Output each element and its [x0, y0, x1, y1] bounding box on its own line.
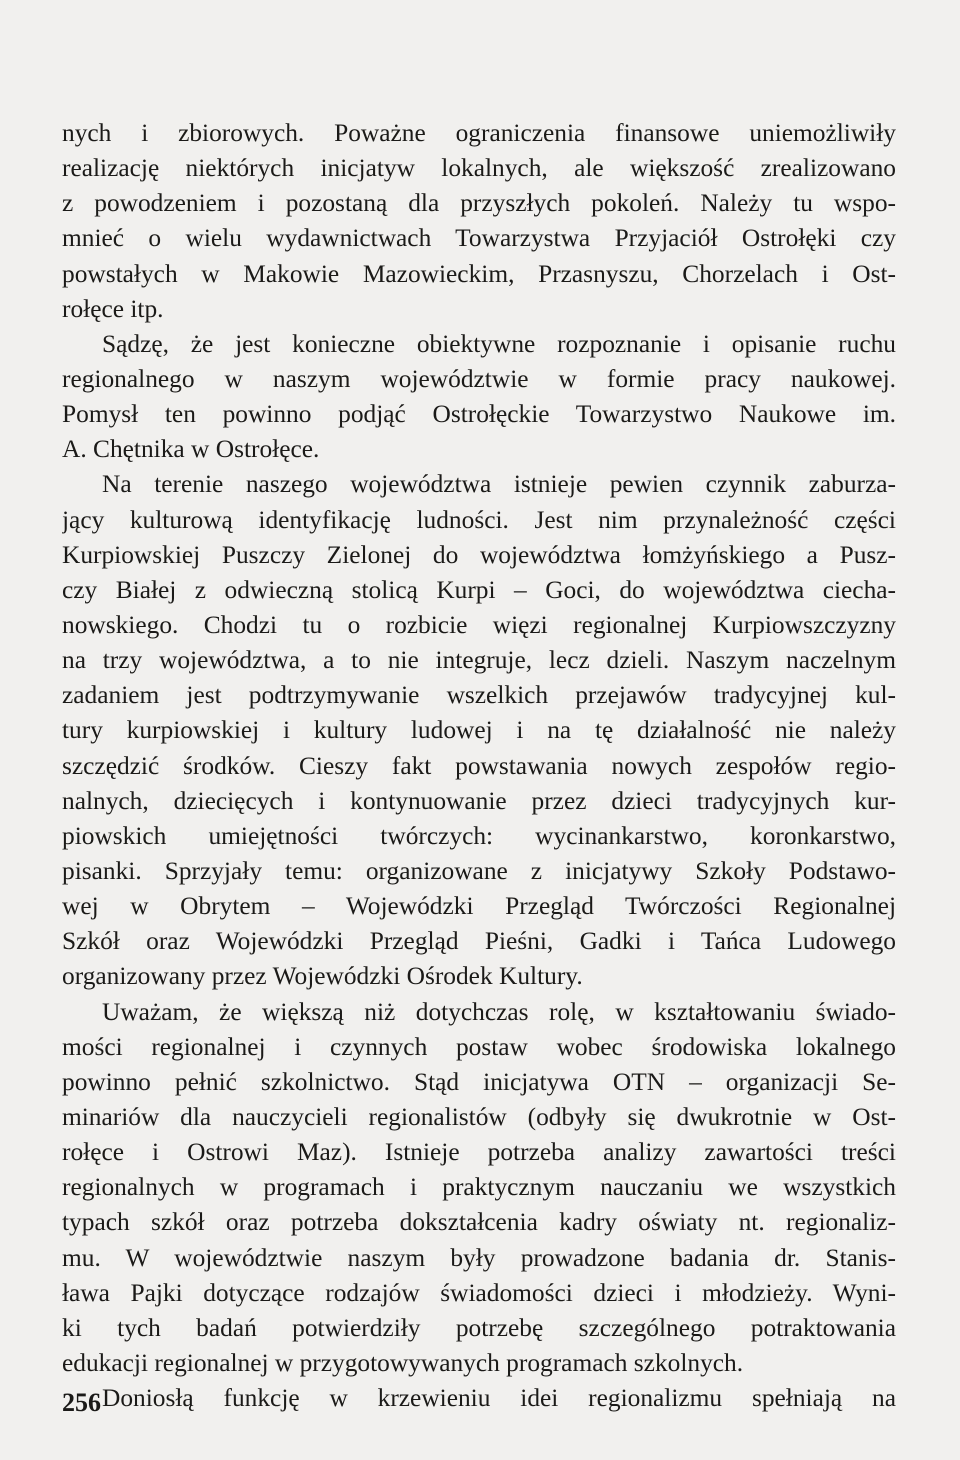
paragraph [62, 467, 896, 994]
text-line: piowskich umiejętności twórczych: wycinankarstwo, koronkarstwo, [62, 821, 896, 850]
text-line: minariów dla nauczycieli regionalistów (odbyły się dwukrotnie w Ost- [62, 1102, 896, 1131]
text-line: organizowany przez Wojewódzki Ośrodek Kultury. [62, 962, 583, 991]
text-line: mnieć o wielu wydawnictwach Towarzystwa Przyjaciół Ostrołęki czy [62, 224, 896, 253]
text-line: rołęce i Ostrowi Maz). Istnieje potrzeba analizy zawartości treści [62, 1138, 896, 1167]
text-line: regionalnego w naszym województwie w formie pracy naukowej. [62, 364, 896, 393]
text-line: Pomysł ten powinno podjąć Ostrołęckie Towarzystwo Naukowe im. [62, 400, 896, 429]
paragraph-continuation [62, 116, 896, 327]
text-line: Uważam, że większą niż dotychczas rolę, w kształtowaniu świado- [102, 997, 896, 1026]
text-line: typach szkół oraz potrzeba dokształcenia kadry oświaty nt. regionaliz- [62, 1208, 896, 1237]
text-line: ława Pajki dotyczące rodzajów świadomości dzieci i młodzieży. Wyni- [62, 1278, 896, 1307]
text-line: na trzy województwa, a to nie integruje, lecz dzieli. Naszym naczelnym [62, 646, 896, 675]
text-line: Doniosłą funkcję w krzewieniu idei regionalizmu spełniają na [102, 1384, 896, 1413]
text-line: rołęce itp. [62, 294, 164, 323]
text-line: edukacji regionalnej w przygotowywanych programach szkolnych. [62, 1348, 744, 1377]
text-line: zadaniem jest podtrzymywanie wszelkich przejawów tradycyjnej kul- [62, 681, 896, 710]
text-line: Sądzę, że jest konieczne obiektywne rozpoznanie i opisanie ruchu [102, 329, 896, 358]
text-line: powstałych w Makowie Mazowieckim, Przasnyszu, Chorzelach i Ost- [62, 259, 896, 288]
text-line: nalnych, dziecięcych i kontynuowanie przez dzieci tradycyjnych kur- [62, 786, 896, 815]
text-line: tury kurpiowskiej i kultury ludowej i na tę działalność nie należy [62, 716, 896, 745]
text-line: nych i zbiorowych. Poważne ograniczenia finansowe uniemożliwiły [62, 119, 896, 147]
text-line: mości regionalnej i czynnych postaw wobec środowiska lokalnego [62, 1032, 896, 1061]
text-line: czy Białej z odwieczną stolicą Kurpi – Goci, do województwa ciecha- [62, 575, 896, 604]
body-text [62, 116, 896, 1416]
text-line: regionalnych w programach i praktycznym nauczaniu we wszystkich [62, 1173, 896, 1202]
text-line: z powodzeniem i pozostaną dla przyszłych pokoleń. Należy tu wspo- [62, 189, 896, 218]
text-line: powinno pełnić szkolnictwo. Stąd inicjatywa OTN – organizacji Se- [62, 1067, 896, 1096]
text-line: mu. W województwie naszym były prowadzone badania dr. Stanis- [62, 1243, 896, 1272]
text-line: A. Chętnika w Ostrołęce. [62, 435, 320, 464]
text-line: Kurpiowskiej Puszczy Zielonej do województwa łomżyńskiego a Pusz- [62, 540, 896, 569]
paragraph [62, 1381, 896, 1416]
text-line: jący kulturową identyfikację ludności. Jest nim przynależność części [62, 505, 896, 534]
text-line: wej w Obrytem – Wojewódzki Przegląd Twórczości Regionalnej [62, 892, 896, 921]
text-line: Szkół oraz Wojewódzki Przegląd Pieśni, Gadki i Tańca Ludowego [62, 927, 896, 956]
paragraph [62, 327, 896, 468]
text-line: realizację niektórych inicjatyw lokalnych, ale większość zrealizowano [62, 154, 896, 183]
text-line: ki tych badań potwierdziły potrzebę szczególnego potraktowania [62, 1313, 896, 1342]
text-line: pisanki. Sprzyjały temu: organizowane z inicjatywy Szkoły Podstawo- [62, 856, 896, 885]
paragraph [62, 995, 896, 1382]
text-line: Na terenie naszego województwa istnieje pewien czynnik zaburza- [102, 470, 896, 499]
page-number: 256 [62, 1388, 101, 1417]
text-line: szczędzić środków. Cieszy fakt powstawania nowych zespołów regio- [62, 751, 896, 780]
text-line: nowskiego. Chodzi tu o rozbicie więzi regionalnej Kurpiowszczyzny [62, 610, 896, 639]
